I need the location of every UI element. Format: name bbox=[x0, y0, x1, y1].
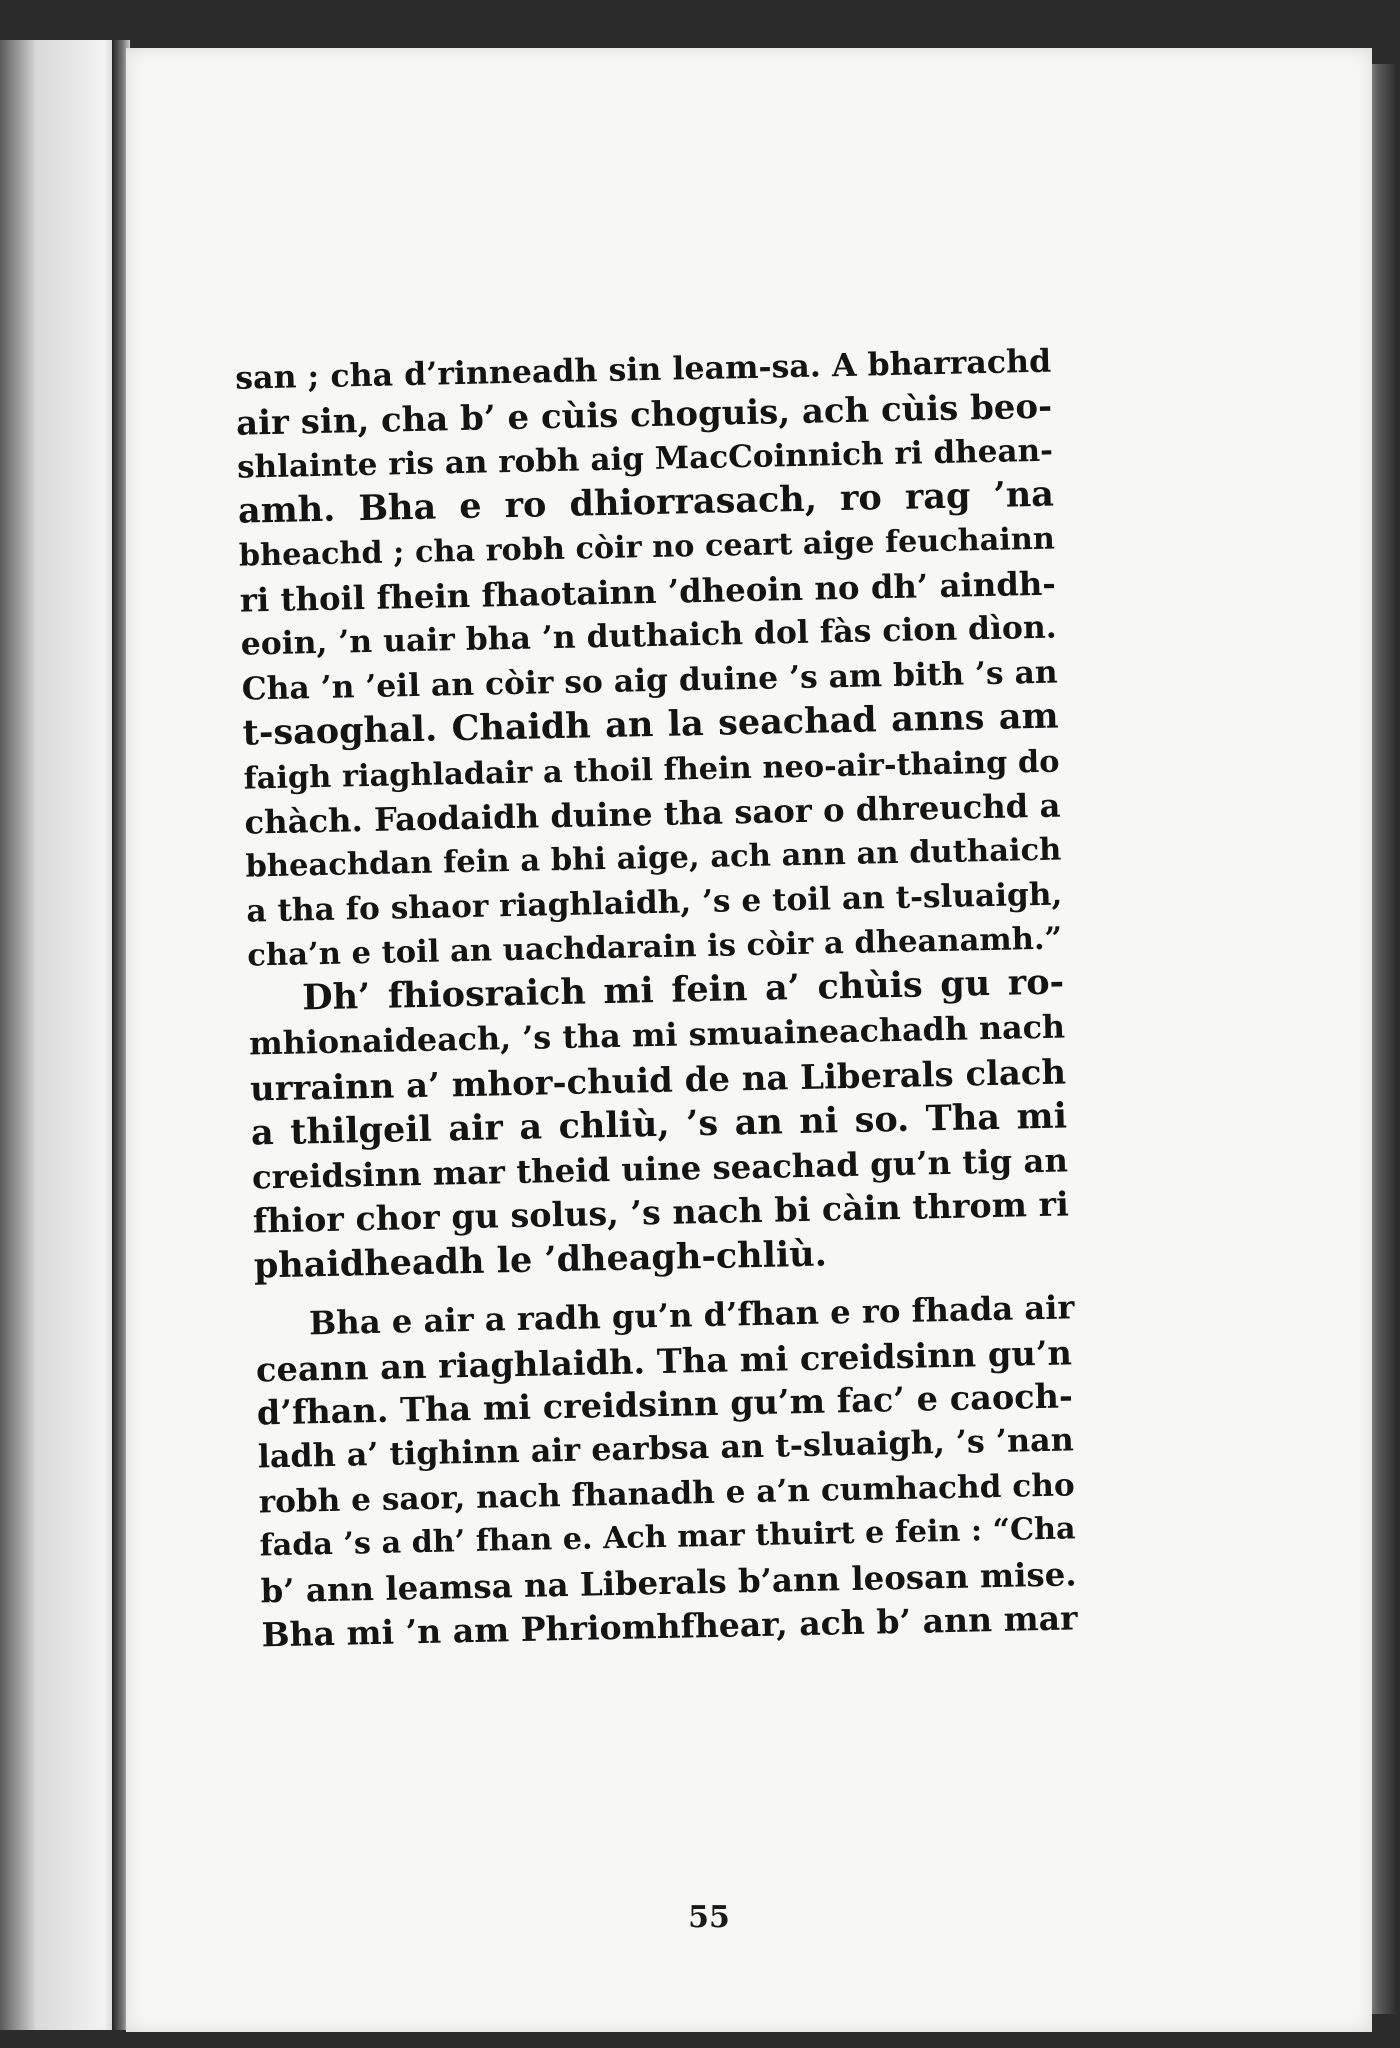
text-line: air sin, cha b’ e cùis choguis, ach cùis beo- bbox=[235, 385, 1053, 444]
text-line: mhionaideach, ’s tha mi smuaineachadh nach bbox=[248, 1008, 1066, 1063]
text-line: faigh riaghladair a thoil fhein neo-air-thaing do bbox=[243, 743, 1060, 797]
text-line: amh. Bha e ro dhiorrasach, ro rag ’na bbox=[237, 473, 1055, 532]
text-line: Bha mi ’n am Phriomhfhear, ach b’ ann mar bbox=[261, 1598, 1078, 1655]
text-line: bheachd ; cha robh còir no ceart aige feuchainn bbox=[238, 521, 1056, 574]
text-line: ceann an riaghlaidh. Tha mi creidsinn gu’n bbox=[255, 1331, 1073, 1390]
text-line: fhior chor gu solus, ’s nach bi càin throm ri bbox=[252, 1184, 1070, 1241]
text-line: creidsinn mar theid uine seachad gu’n tig an bbox=[251, 1141, 1069, 1197]
text-line: ri thoil fhein fhaotainn ’dheoin no dh’ aindh- bbox=[239, 564, 1057, 620]
text-line: Bha e air a radh gu’n d’fhan e ro fhada air bbox=[308, 1288, 1075, 1343]
text-line: b’ ann leamsa na Liberals b’ann leosan mise. bbox=[260, 1554, 1077, 1610]
text-line: chàch. Faodaidh duine tha saor o dhreuchd a bbox=[244, 786, 1061, 842]
text-line: t-saoghal. Chaidh an la seachad anns am bbox=[242, 695, 1059, 754]
text-line: eoin, ’n uair bha ’n duthaich dol fàs cion dìon. bbox=[240, 609, 1058, 663]
text-line: ladh a’ tighinn air earbsa an t-sluaigh, ’s ’nan bbox=[257, 1421, 1075, 1476]
text-line: urrainn a’ mhor-chuid de na Liberals clach bbox=[249, 1051, 1067, 1109]
text-line: cha’n e toil an uachdarain is còir a dheanamh.” bbox=[246, 920, 1063, 974]
page-number: 55 bbox=[688, 1900, 730, 1935]
facing-page-edge bbox=[0, 40, 122, 2030]
text-line: a tha fo shaor riaghlaidh, ’s e toil an t-sluaigh, bbox=[246, 876, 1063, 930]
book-page bbox=[126, 48, 1372, 2032]
text-line: fada ’s a dh’ fhan e. Ach mar thuirt e fein : “Cha bbox=[259, 1511, 1076, 1564]
text-line: a thilgeil air a chliù, ’s an ni so. Tha mi bbox=[250, 1095, 1068, 1154]
text-line: robh e saor, nach fhanadh e a’n cumhachd cho bbox=[258, 1467, 1075, 1521]
text-line: d’fhan. Tha mi creidsinn gu’m fac’ e caoch- bbox=[256, 1376, 1074, 1433]
body-text bbox=[235, 340, 1081, 1817]
text-line: san ; cha d’rinneadh sin leam-sa. A bharrachd bbox=[234, 342, 1052, 397]
text-line: phaidheadh le ’dheagh-chliù. bbox=[253, 1233, 828, 1287]
text-line: Dh’ fhiosraich mi fein a’ chùis gu ro- bbox=[301, 961, 1065, 1019]
text-line: bheachdan fein a bhi aige, ach ann an duthaich bbox=[245, 831, 1062, 885]
text-line: Cha ’n ’eil an còir so aig duine ’s am bith ’s an bbox=[241, 654, 1058, 708]
text-line: shlainte ris an robh aig MacCoinnich ri dhean- bbox=[236, 432, 1054, 486]
